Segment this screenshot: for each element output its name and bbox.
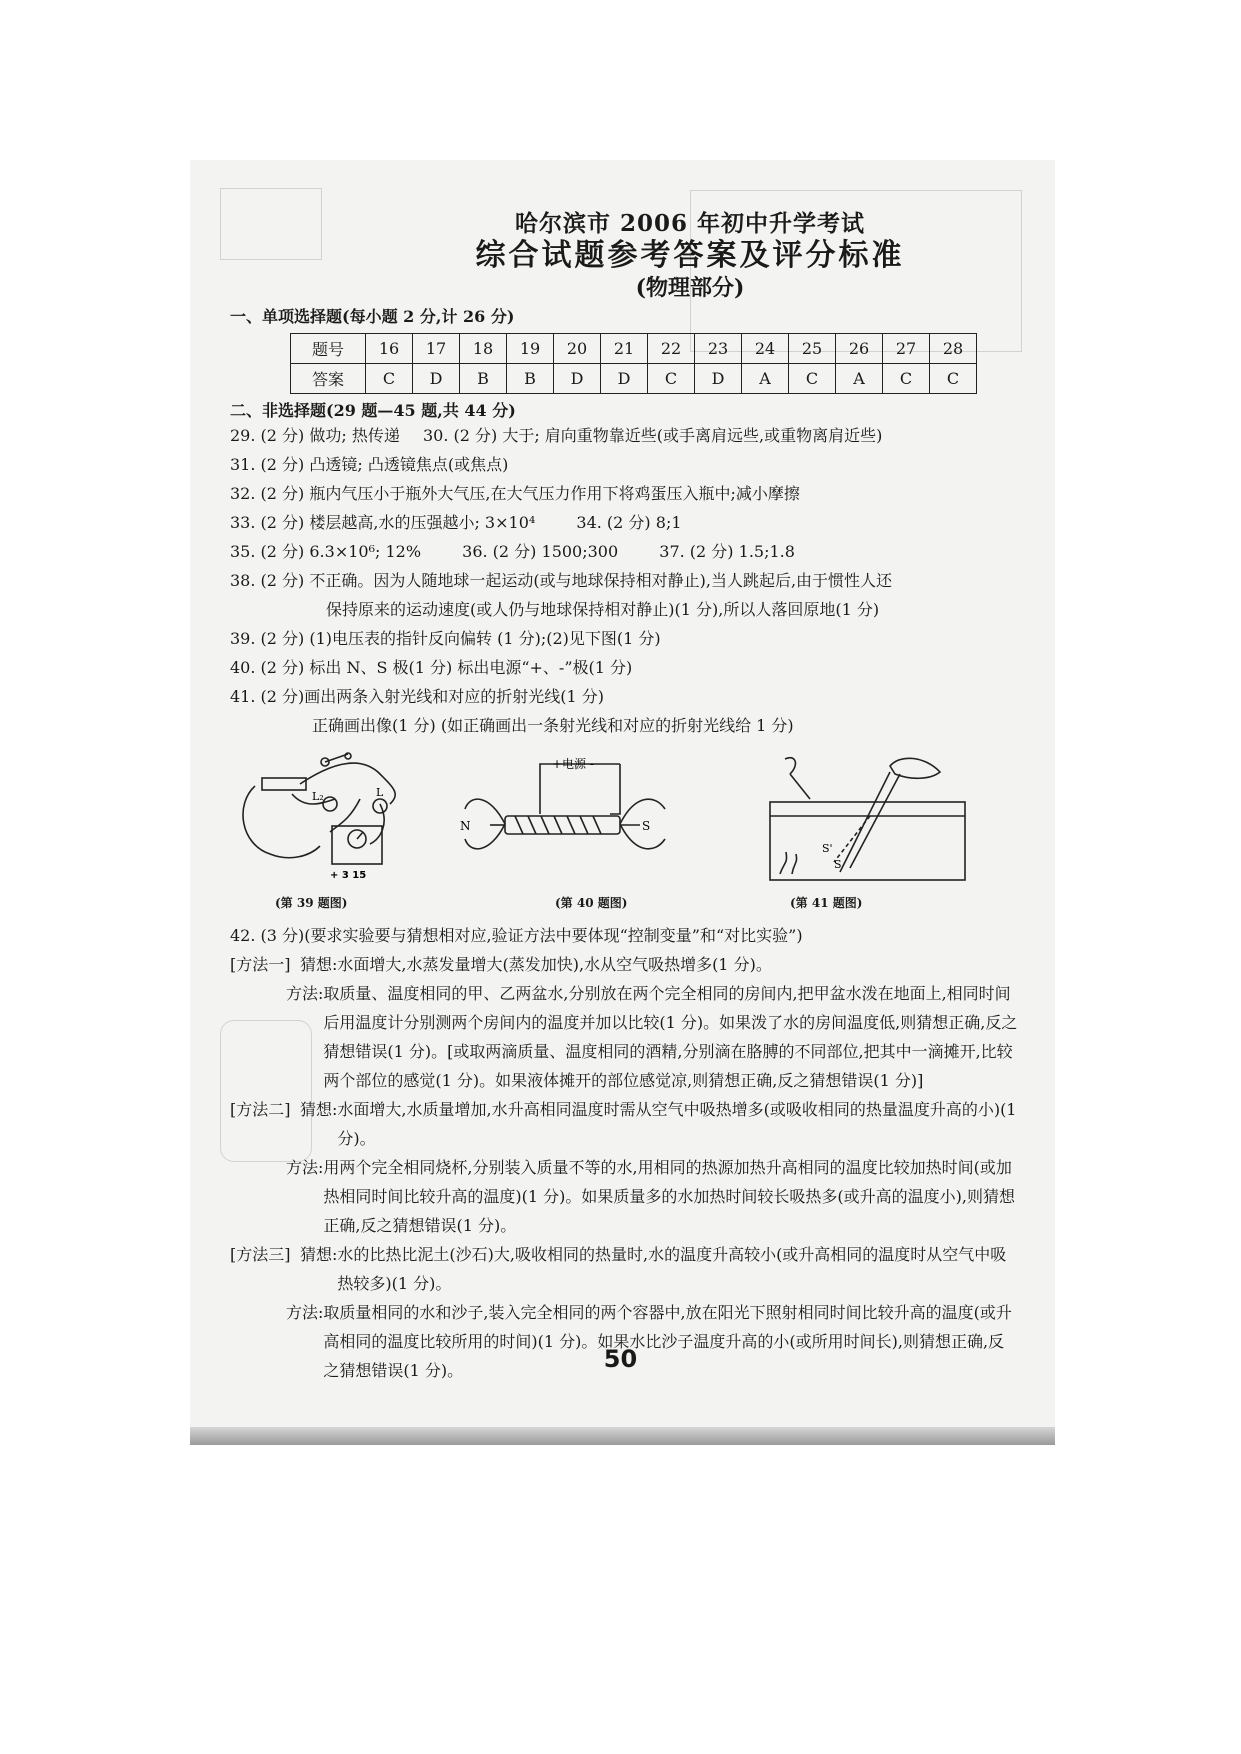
answer-sheet [230,205,1020,1385]
answer-table [290,333,977,394]
answer-q41-line1: 41. (2 分)画出两条入射光线和对应的折射光线(1 分) [230,687,605,706]
answer-table-number: 20 [554,334,601,364]
method-2 [230,1095,1020,1240]
answer-table-number: 28 [930,334,977,364]
answer-table-answer: B [460,364,507,394]
answer-table-answer: A [742,364,789,394]
answer-line-33-34 [230,508,1020,537]
method-2-label: [方法二] [230,1100,291,1119]
title-line-1: 哈尔滨市 2006 年初中升学考试 [514,210,866,237]
answer-table-header-number: 题号 [291,334,366,364]
figure-39-caption: (第 39 题图) [275,896,348,910]
fig41-label-s-prime: S' [822,842,833,855]
answer-q42-heading: 42. (3 分)(要求实验要与猜想相对应,验证方法中要体现“控制变量”和“对比实验”) [230,926,803,945]
fig40-label-n: N [460,819,471,833]
answer-table-number: 19 [507,334,554,364]
answer-table-answer: C [366,364,413,394]
answer-q37: 37. (2 分) 1.5;1.8 [659,542,795,561]
method-1-guess-row [230,950,1020,979]
method-2-method-row [230,1153,1020,1240]
method-1-method-row [230,979,1020,1095]
method-3-guess-label: 猜想: [300,1245,338,1264]
method-1-guess-label: 猜想: [300,955,338,974]
figure-41-caption: (第 41 题图) [790,896,863,910]
method-3-label: [方法三] [230,1245,291,1264]
method-1-label: [方法一] [230,955,291,974]
section-1-heading: 一、单项选择题(每小题 2 分,计 26 分) [230,307,515,326]
answer-table-number: 18 [460,334,507,364]
answer-table-number: 17 [413,334,460,364]
method-2-method: 用两个完全相同烧杯,分别装入质量不等的水,用相同的热源加热升高相同的温度比较加热时间(或加热相同时间比较升高的温度)(1 分)。如果质量多的水加热时间较长吸热多(或升高的温度小),则猜想正确,反之猜想错误(1 分)。 [323,1158,1015,1235]
title-line-2: 综合试题参考答案及评分标准 [475,238,905,273]
title-line-3: (物理部分) [635,275,745,301]
answer-table-number: 23 [695,334,742,364]
fig41-label-s: S [834,858,842,871]
answer-table-answer: B [507,364,554,394]
answer-q39: 39. (2 分) (1)电压表的指针反向偏转 (1 分);(2)见下图(1 分) [230,629,661,648]
figures-row [230,744,1020,919]
method-3-method-label: 方法: [286,1303,324,1322]
section-2-heading: 二、非选择题(29 题—45 题,共 44 分) [230,401,516,420]
answer-table-answer: D [554,364,601,394]
answer-table-number: 25 [789,334,836,364]
answer-table-answer: D [601,364,648,394]
figure-39-circuit [230,744,430,894]
answer-table-number: 16 [366,334,413,364]
answer-table-number: 24 [742,334,789,364]
method-2-guess-label: 猜想: [300,1100,338,1119]
answer-q29: 29. (2 分) 做功; 热传递 [230,426,400,445]
figure-40-solenoid [460,754,680,894]
method-1 [230,950,1020,1095]
answer-q36: 36. (2 分) 1500;300 [462,542,619,561]
answer-table-number: 21 [601,334,648,364]
answer-table-answer: C [789,364,836,394]
answer-table-answer: D [695,364,742,394]
method-1-method: 取质量、温度相同的甲、乙两盆水,分别放在两个完全相同的房间内,把甲盆水泼在地面上,相同时间后用温度计分别测两个房间内的温度并加以比较(1 分)。如果泼了水的房间温度低,则猜想正确,反之猜想错误(1 分)。[或取两滴质量、温度相同的酒精,分别滴在胳膊的不同部位,把其中一滴摊开,比较两个部位的感觉(1 分)。如果液体摊开的部位感觉凉,则猜想正确,反之猜想错误(1 分)] [323,984,1018,1090]
method-2-method-label: 方法: [286,1158,324,1177]
answer-q40: 40. (2 分) 标出 N、S 极(1 分) 标出电源“+、-”极(1 分) [230,658,633,677]
answer-q35: 35. (2 分) 6.3×10⁶; 12% [230,542,422,561]
answer-q41-line2: 正确画出像(1 分) (如正确画出一条射光线和对应的折射光线给 1 分) [312,716,794,735]
answer-table-answer: D [413,364,460,394]
answer-line-35-37 [230,537,1020,566]
method-2-guess-row [230,1095,1020,1153]
answer-q33: 33. (2 分) 楼层越高,水的压强越小; 3×10⁴ [230,513,536,532]
figure-41-refraction [750,744,980,894]
method-1-guess: 水面增大,水蒸发量增大(蒸发加快),水从空气吸热增多(1 分)。 [337,955,772,974]
method-2-guess: 水面增大,水质量增加,水升高相同温度时需从空气中吸热增多(或吸收相同的热量温度升高的小)(1 分)。 [337,1100,1017,1148]
answer-table-number: 26 [836,334,883,364]
answer-table-answer: C [648,364,695,394]
fig39-label-l1: L [376,786,384,799]
answer-table-answer: C [930,364,977,394]
method-3-guess: 水的比热比泥土(沙石)大,吸收相同的热量时,水的温度升高较小(或升高相同的温度时从空气中吸热较多)(1 分)。 [337,1245,1007,1293]
method-3-method: 取质量相同的水和沙子,装入完全相同的两个容器中,放在阳光下照射相同时间比较升高的温度(或升高相同的温度比较所用的时间)(1 分)。如果水比沙子温度升高的小(或所用时间长),则猜想正确,反之猜想错误(1 分)。 [323,1303,1012,1380]
answer-q34: 34. (2 分) 8;1 [576,513,682,532]
method-1-method-label: 方法: [286,984,324,1003]
fig39-label-terminals: + 3 15 [330,870,367,881]
answer-q38-line1: 38. (2 分) 不正确。因为人随地球一起运动(或与地球保持相对静止),当人跳起后,由于惯性人还 [230,571,893,590]
fig40-label-power: +电源 - [552,757,594,771]
figure-40-caption: (第 40 题图) [555,896,628,910]
answer-q31: 31. (2 分) 凸透镜; 凸透镜焦点(或焦点) [230,455,509,474]
answer-table-answer: C [883,364,930,394]
answer-line-29-30 [230,421,1020,450]
fig39-label-l2: L₂ [312,790,324,803]
answer-table-answer-row [291,364,977,394]
answer-table-header-answer: 答案 [291,364,366,394]
answer-q32: 32. (2 分) 瓶内气压小于瓶外大气压,在大气压力作用下将鸡蛋压入瓶中;减小摩擦 [230,484,800,503]
answer-table-number: 27 [883,334,930,364]
page-number: 50 [603,1345,638,1373]
fig40-label-s: S [642,819,651,833]
answer-table-number: 22 [648,334,695,364]
answer-q38-line2: 保持原来的运动速度(或人仍与地球保持相对静止)(1 分),所以人落回原地(1 分) [326,600,880,619]
answer-q30: 30. (2 分) 大于; 肩向重物靠近些(或手离肩远些,或重物离肩近些) [422,426,883,445]
method-3-guess-row [230,1240,1020,1298]
answer-table-answer: A [836,364,883,394]
answer-table-number-row [291,334,977,364]
